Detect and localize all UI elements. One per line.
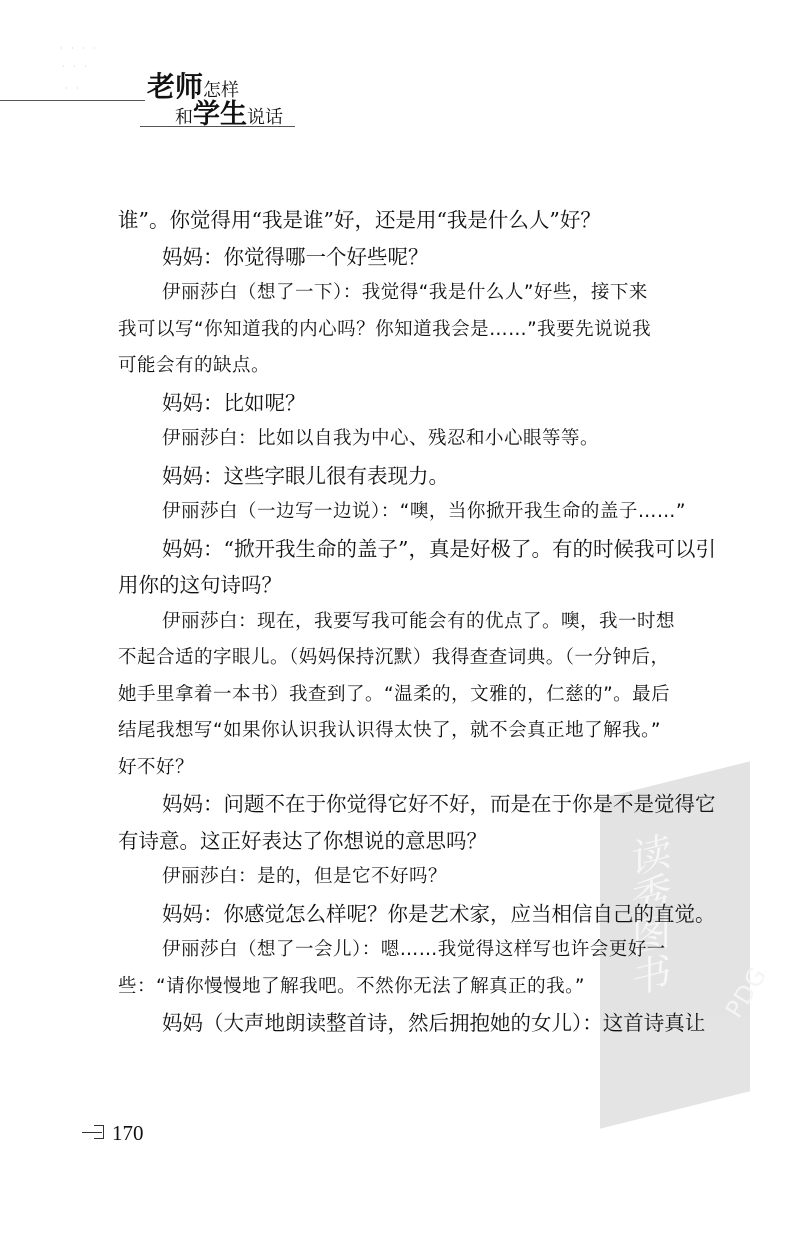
text-line: 妈妈：你觉得哪一个好些呢？ — [162, 244, 429, 269]
text-line: 好不好？ — [118, 756, 195, 778]
text-line: 伊丽莎白（一边写一边说）：“噢，当你掀开我生命的盖子……” — [162, 501, 686, 522]
text-line: 妈妈：这些字眼儿很有表现力。 — [162, 463, 449, 488]
text-line: 妈妈（大声地朗读整首诗，然后拥抱她的女儿）：这首诗真让 — [162, 1011, 706, 1035]
text-line: 伊丽莎白：比如以自我为中心、残忍和小心眼等等。 — [162, 428, 600, 449]
header-decoration: · · · — [62, 62, 90, 71]
header-decoration: · · — [65, 84, 82, 93]
main-text — [118, 202, 728, 1042]
page-header — [0, 0, 800, 160]
book-title-small-1: 怎样 — [203, 80, 240, 101]
text-line: 些：“请你慢慢地了解我吧。不然你无法了解真正的我。” — [118, 975, 585, 997]
text-line: 妈妈：你感觉怎么样呢？你是艺术家，应当相信自己的直觉。 — [162, 901, 716, 926]
text-line: 用你的这句诗吗？ — [118, 573, 282, 597]
text-line: 妈妈：比如呢？ — [162, 390, 306, 415]
book-title-line-2 — [175, 101, 283, 132]
text-line: 伊丽莎白：是的，但是它不好吗？ — [162, 866, 448, 887]
text-line: 结尾我想写“如果你认识我认识得太快了，就不会真正地了解我。” — [118, 720, 661, 741]
watermark-brand-text: PDG — [720, 961, 773, 1023]
book-title-small-2: 和 — [175, 107, 193, 128]
header-decoration: · · · · — [60, 44, 99, 53]
text-line: 伊丽莎白：现在，我要写我可能会有的优点了。噢，我一时想 — [162, 610, 676, 632]
text-line: 妈妈：“掀开我生命的盖子”，真是好极了。有的时候我可以引 — [162, 536, 716, 561]
page-marker-icon — [82, 1124, 106, 1142]
header-rule-top — [0, 100, 145, 101]
text-line: 我可以写“你知道我的内心吗？你知道我会是……”我要先说说我 — [118, 318, 652, 340]
book-title-bold-2: 学生 — [193, 99, 247, 130]
text-line: 谁”。你觉得用“我是谁”好，还是用“我是什么人”好？ — [118, 208, 601, 232]
text-line: 伊丽莎白（想了一会儿）：嗯……我觉得这样写也许会更好一 — [162, 939, 666, 960]
page-number: 170 — [112, 1121, 144, 1145]
book-title-small-3: 说话 — [247, 107, 283, 128]
page-footer — [82, 1120, 144, 1146]
text-line: 可能会有的缺点。 — [118, 355, 271, 376]
watermark-seal-text: 读秀图书 — [625, 828, 671, 1001]
text-line: 她手里拿着一本书）我查到了。“温柔的，文雅的，仁慈的”。最后 — [118, 683, 671, 705]
book-title-bold-1: 老师 — [147, 70, 204, 103]
text-line: 不起合适的字眼儿。（妈妈保持沉默）我得查查词典。（一分钟后， — [118, 647, 670, 668]
text-line: 伊丽莎白（想了一下）：我觉得“我是什么人”好些，接下来 — [162, 282, 648, 303]
text-line: 有诗意。这正好表达了你想说的意思吗？ — [118, 828, 487, 853]
text-line: 妈妈：问题不在于你觉得它好不好，而是在于你是不是觉得它 — [162, 792, 716, 816]
